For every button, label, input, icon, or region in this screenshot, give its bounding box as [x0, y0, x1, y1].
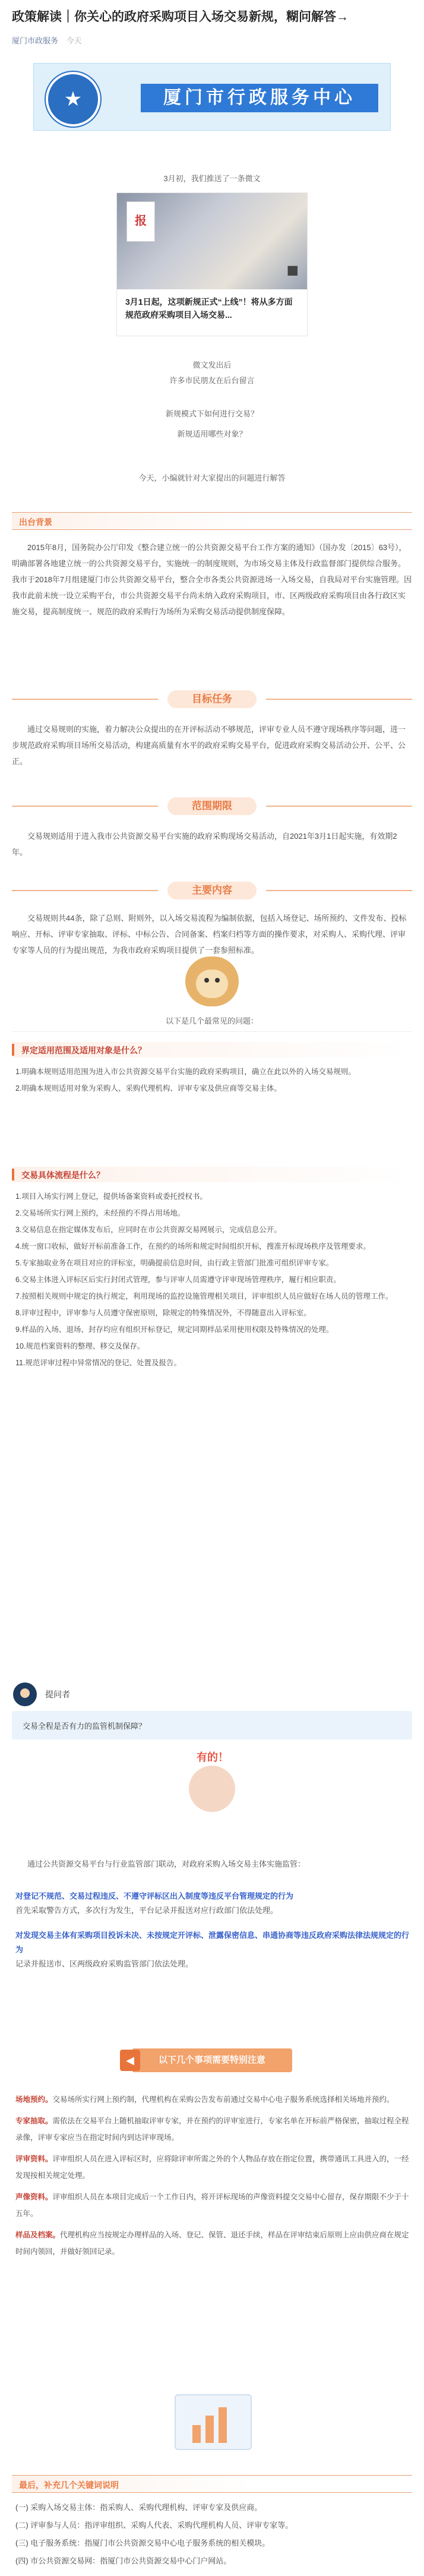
section-background-header [12, 512, 412, 530]
question-text: 交易全程是否有力的监管机制保障？ [23, 1722, 147, 1731]
section-scope-title: 范围期限 [167, 797, 257, 815]
intro-line-6: 今天，小编就针对大家提出的问题进行解答 [138, 473, 286, 482]
list-item: 对登记不规范、交易过程违反、不遵守评标区出入制度等违反平台管理规定的行为 首先采取警告方式，多次行为发生，平台记录并报送对应行政部门依法处理。 [15, 1892, 294, 1915]
monkey-mascot-icon [185, 956, 239, 1006]
intro-line-3: 许多市民朋友在后台留言 [169, 376, 255, 385]
list-item: 1.明确本规则适用范围为进入市公共资源交易平台实施的政府采购项目，确立在此以外的入场交易规则。 [15, 1068, 356, 1076]
list-item: 评审资料。评审组织人员在进入评标区时，应将除评审所需之外的个人物品存放在指定位置，携带通讯工具进入的，一经发现按相关规定处理。 [15, 2155, 409, 2180]
intro-line-5: 新规适用哪些对象？ [177, 430, 247, 438]
q1-title: 界定适用范围及适用对象是什么？ [21, 1046, 146, 1055]
sign-icon: 报 [126, 201, 155, 242]
supervision-list [15, 1889, 412, 1971]
divider [12, 1031, 412, 1032]
list-item: (一) 采购入场交易主体：指采购人、采购代理机构、评审专家及供应商。 [15, 2503, 262, 2512]
list-item: 11.规范评审过程中异常情况的登记、处置及报告。 [15, 1359, 181, 1367]
notice-banner: ◀ 以下几个事项需要特别注意 [132, 2048, 292, 2072]
camera-icon: ■ [286, 259, 299, 282]
thumbs-up-figure-icon [189, 1766, 235, 1812]
list-item: 1.项目入场实行网上登记，提供场备案资料或委托授权书。 [15, 1192, 207, 1201]
list-item: 2.交易场所实行网上预约，未经预约不得占用场地。 [15, 1209, 185, 1217]
intro-line-2: 微文发出后 [192, 361, 232, 370]
report-illustration-icon [160, 2384, 264, 2461]
section-content-header [12, 880, 412, 901]
article-date: 今天 [66, 36, 82, 45]
list-item: (三) 电子服务系统：指厦门市公共资源交易中心电子服务系统的相关模块。 [15, 2539, 270, 2547]
q2-list [15, 1188, 412, 1371]
list-item: (四) 市公共资源交易网：指厦门市公共资源交易中心门户网站。 [15, 2556, 232, 2565]
asker-name: 提问者 [45, 1690, 70, 1699]
section-goal-title: 目标任务 [167, 690, 257, 708]
q2-title: 交易具体流程是什么？ [21, 1170, 105, 1180]
list-item: 5.专家抽取业务在项目对应的评标室，明确提前信息时间，由行政主管部门批准可组织评审专家。 [15, 1259, 334, 1267]
intro-line-4: 新规模式下如何进行交易？ [165, 409, 258, 418]
article-source-link[interactable]: 厦门市政服务 [12, 36, 59, 45]
header-banner [33, 63, 391, 131]
list-item: 7.按照相关规则中规定的执行规定，利用现场的监控设施管理相关项目，评审组织人员应做好在场人员的管理工作。 [15, 1292, 393, 1300]
supplement-list [15, 2499, 412, 2570]
list-item: 对发现交易主体有采购项目投诉未决、未按规定开评标、泄露保密信息、串通协商等违反政府采购法律法规规定的行为 记录并报送市、区两级政府采购监管部门依法处理。 [15, 1931, 410, 1968]
q2-header [12, 1167, 412, 1182]
news-card-caption: 3月1日起，这项新规正式“上线”！将从多方面规范政府采购项目入场交易... [125, 297, 293, 320]
section-content-title: 主要内容 [167, 882, 257, 899]
news-card-photo [117, 193, 307, 289]
government-emblem-icon: ★ [46, 72, 100, 127]
article-meta [12, 34, 82, 46]
background-paragraph: 2015年8月，国务院办公厅印发《整合建立统一的公共资源交易平台工作方案的通知》（国办发〔2015〕63号），明确部署各地建立统一的公共资源交易平台，实施统一的制度规则，为市场交易主体及行政监督部门提供综合服务。我市于2018年7月组建厦门市公共资源交易平台，整合全市各类公共资源进场一入场交易，自我局对平台实施管理。因我市此前未统一设立采购平台，市公共资源交易平台尚未纳入政府采购项目，市、区两级政府采购项目由各行政区实施交易，提高制度统一、规范的政府采购行为场所为采购交易活动提供制度保障。 [12, 543, 412, 616]
list-item: 8.评审过程中，评审参与人员遵守保密原则，除规定的特殊情况外，不得随意出入评标室。 [15, 1309, 311, 1317]
section-background-title: 出台背景 [19, 517, 52, 527]
list-item: 9.样品的入场、退场、封存均应有组织开标登记，规定同期样品采用使用权限及特殊情况的处理。 [15, 1325, 334, 1334]
q1-list [15, 1063, 412, 1097]
scope-paragraph: 交易规则适用于进入我市公共资源交易平台实施的政府采购现场交易活动，自2021年3月1日起实施，有效期2年。 [12, 832, 397, 857]
section-scope-header [12, 796, 412, 816]
list-item: 专家抽取。需依法在交易平台上随机抽取评审专家，并在预约的评审室进行，专家名单在开标前严格保密，抽取过程全程录像，评审专家应当在指定时间内到达评审现场。 [15, 2117, 409, 2142]
list-item: 4.统一窗口收标，做好开标前准备工作，在预约的场所和规定时间组织开标，搜准开标现场秩序及管理要求。 [15, 1242, 371, 1251]
section-supplement-title: 最后，补充几个关键词说明 [19, 2480, 119, 2490]
questions-intro: 以下是几个最常见的问题： [165, 1016, 258, 1025]
article-title: 政策解读｜你关心的政府采购项目入场交易新规，糊问解答→ [12, 10, 349, 24]
banner-text: 厦门市行政服务中心 [141, 84, 378, 112]
list-item: 3.交易信息在指定媒体发布后，应同时在市公共资源交易网展示，完成信息公开。 [15, 1226, 281, 1234]
list-item: 样品及档案。代理机构应当按规定办理样品的入场、登记、保管、退还手续，样品在评审结束后原则上应由供应商在规定时间内领回，并做好领回记录。 [15, 2231, 409, 2256]
list-item: 声像资料。评审组织人员在本项目完成后一个工作日内，将开评标现场的声像资料提交交易中心留存，保存期限不少于十五年。 [15, 2193, 409, 2218]
news-card[interactable] [116, 192, 308, 336]
megaphone-icon: ◀ [120, 2050, 140, 2071]
q1-header [12, 1042, 412, 1057]
asker-avatar [13, 1682, 37, 1706]
section-goal-header [12, 689, 412, 709]
list-item: 6.交易主体进入评标区后实行封闭式管理，参与评审人员需遵守评审现场管理秩序，履行相应职责。 [15, 1276, 341, 1284]
list-item: 10.规范档案资料的整理、移交及保存。 [15, 1342, 145, 1350]
supervision-intro: 通过公共资源交易平台与行业监管部门联动，对政府采购入场交易主体实施监管： [27, 1860, 306, 1868]
list-item: 场地预约。交易场所实行网上预约制，代理机构在采购公告发布前通过交易中心电子服务系统选择相关场地并预约。 [15, 2095, 394, 2104]
question-bubble [12, 1711, 412, 1740]
notice-list [15, 2091, 412, 2260]
intro-line-1: 3月初，我们推送了一条微文 [163, 174, 261, 183]
list-item: 2.明确本规则适用对象为采购人、采购代理机构、评审专家及供应商等交易主体。 [15, 1084, 281, 1093]
content-paragraph: 交易规则共44条，除了总则、附则外，以入场交易流程为编制依据，包括入场登记、场所预约、文件发布、投标响应、开标、评审专家抽取、评标、中标公告、合同备案、档案归档等方面的操作要求，对采购人、采购代理、评审专家等人员的行为提出规范，为我市政府采购项目提供了一套参照标准。 [12, 914, 407, 955]
list-item: (二) 评审参与人员：指评审组织、采购人代表、采购代理机构人员、评审专家等。 [15, 2521, 293, 2530]
reply-text: 有的！ [197, 1751, 229, 1763]
goal-paragraph: 通过交易规则的实施，着力解决公众提出的在开评标活动不够规范，评审专业人员不遵守现场秩序等问题，进一步规范政府采购项目场所交易活动，构建高质量有水平的政府采购交易平台，促进政府采购交易活动公开、公平、公正。 [12, 725, 406, 766]
section-supplement-header [12, 2475, 412, 2493]
